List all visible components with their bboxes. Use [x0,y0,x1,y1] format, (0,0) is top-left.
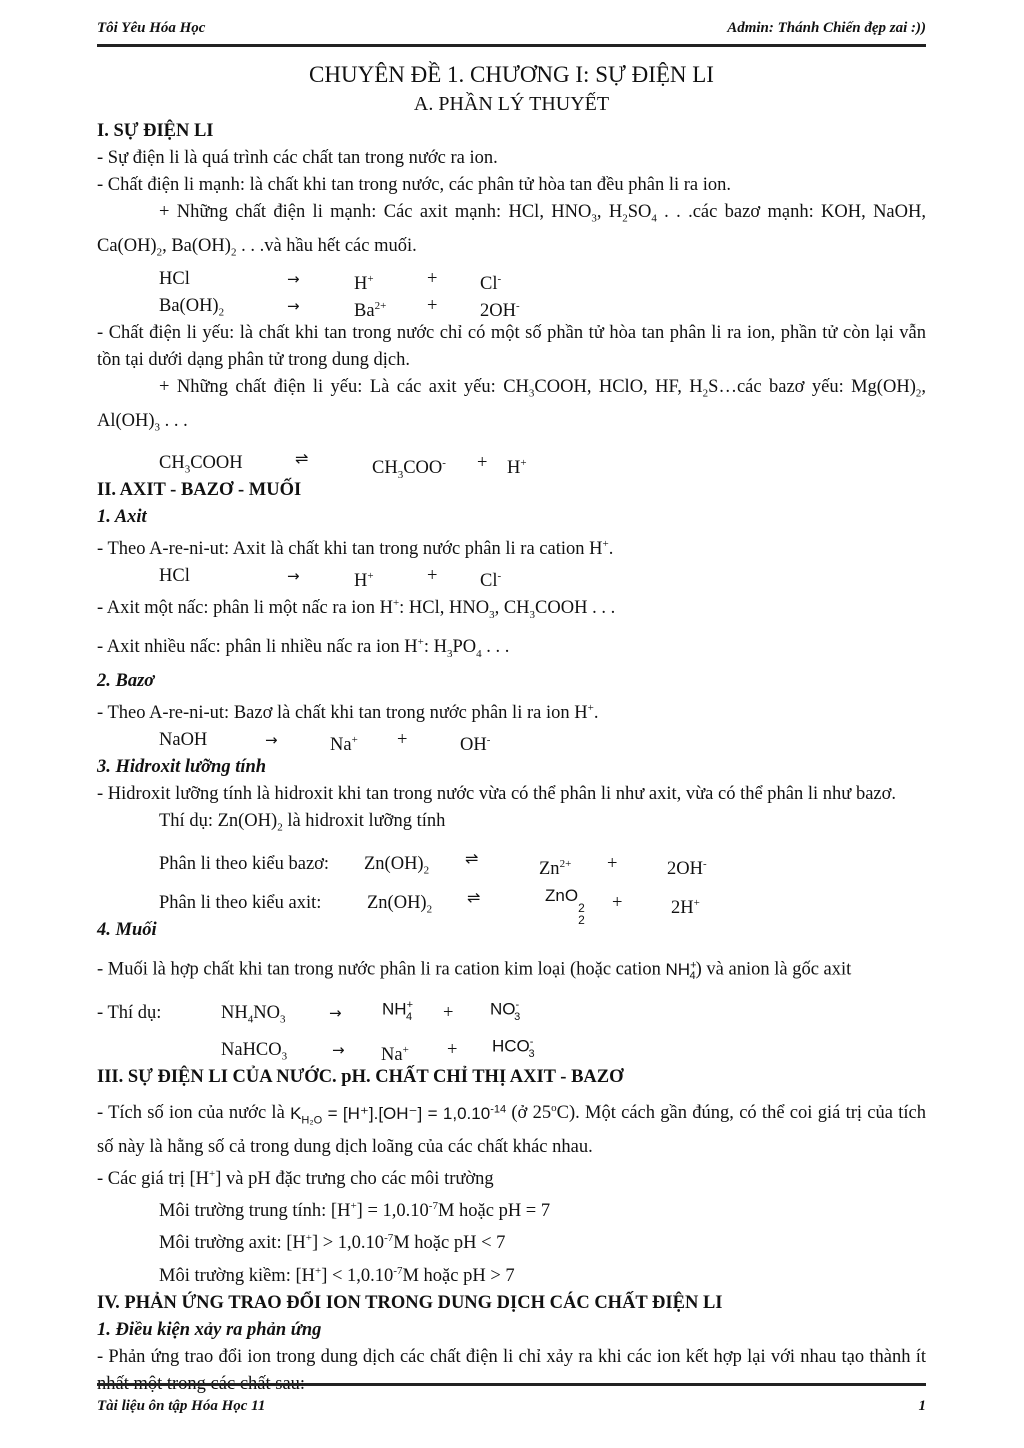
paragraph: + Những chất điện li yếu: Là các axit yếu: $CH_3COOH$, HClO, HF, $H_2S\dots các$ bazơ yếu: $Mg(OH)_2$, $Al(OH)_3$ . . . [97,377,926,434]
paragraph: - Sự điện li là quá trình các chất tan trong nước ra ion. [97,148,498,168]
equation: $Ba(OH)_2$ → $Ba^{2+}$ + 2OH- [159,296,520,322]
paragraph: - Theo A-re-ni-ut: Axit là chất khi tan trong nước phân li ra cation H+. [97,537,614,559]
equation: Phân li theo kiểu axit: $Zn(OH)_2$ ⇌ ZnO 2 2 + 2H+ [159,886,700,928]
doc-subtitle: A. PHẦN LÝ THUYẾT [413,93,610,115]
section-heading: I. SỰ ĐIỆN LI [97,121,214,141]
header-left: Tôi Yêu Hóa Học [97,20,206,36]
subsection-heading: 1. Axit [97,506,147,527]
paragraph: - Các giá trị [H+] và pH đặc trưng cho các môi trường [97,1168,494,1190]
paragraph: Môi trường kiềm: $[H^+] < 1,0.10^{-7}M$ hoặc pH > 7 [159,1264,515,1286]
equation: NaOH → Na+ + OH- [159,729,491,755]
paragraph: - Chất điện li yếu: là chất khi tan trong nước chỉ có một số phần tử hòa tan phân li ra ion, phần tử còn lại vẫn tồn tại dưới dạng phân tử trong dung dịch. [97,323,926,371]
equation: $CH_3COOH$ ⇌ $CH_3COO^-$ + H+ [97,450,926,477]
equation: - Thí dụ: $NH_4NO_3$ → $NH^+_4$ + $NO^-_3$ [97,999,521,1027]
paragraph: Môi trường trung tính: $[H^+] = 1,0.10^{-7}M$ hoặc pH = 7 [159,1200,551,1222]
doc-title: CHUYÊN ĐỀ 1. CHƯƠNG I: SỰ ĐIỆN LI [309,62,714,87]
paragraph: - Theo A-re-ni-ut: Bazơ là chất khi tan trong nước phân li ra ion H+. [97,701,599,723]
equilibrium-arrow-icon: ⇌ [295,448,311,468]
document-body [97,60,926,1398]
paragraph: - Muối là hợp chất khi tan trong nước phân li ra cation kim loại (hoặc cation $NH^+_4$) và anion là gốc axit [97,959,852,983]
paragraph: - Tích số ion của nước là $K_{H_2O} = [H^+].[OH^-] = 1,0.10^{-14}$ (ở 25$^o$C). Một cách gần đúng, có thể coi giá trị của tích số này là hằng số cả trong dung dịch loãng của các chất khác nhau. [97,1102,926,1158]
equilibrium-arrow-icon: ⇌ [465,849,481,869]
paragraph: Thí dụ: $Zn(OH)_2$ là hidroxit lưỡng tính [159,810,446,834]
subsection-heading: 3. Hidroxit lưỡng tính [97,756,267,777]
subsection-heading: 1. Điều kiện xảy ra phản ứng [97,1319,322,1340]
equation: NaHCO$_3$ → Na+ + $HCO^-_3$ [221,1036,535,1066]
subsection-heading: 4. Muối [97,920,157,941]
header-right: Admin: Thánh Chiến đẹp zai :)) [727,20,926,36]
equilibrium-arrow-icon: ⇌ [467,888,483,908]
page-number: 1 [918,1398,926,1414]
section-heading: III. SỰ ĐIỆN LI CỦA NƯỚC. pH. CHẤT CHỈ THỊ AXIT - BAZƠ [97,1067,624,1088]
paragraph: + Những chất điện li mạnh: Các axit mạnh: HCl, $HNO_3$, $H_2SO_4$ . . .các bazơ mạnh: KOH, NaOH, $Ca(OH)_2$, $Ba(OH)_2$ . . .và hầu hết các muối. [97,202,926,259]
header-rule [97,44,926,47]
equation: HCl → H+ + Cl- [159,269,502,295]
equation: Phân li theo kiểu bazơ: $Zn(OH)_2$ ⇌ $Zn^{2+}$ + 2OH- [97,851,926,878]
paragraph: Môi trường axit: $[H^+] > 1,0.10^{-7}M$ hoặc pH < 7 [159,1232,506,1254]
footer-rule [97,1383,926,1386]
page-header [97,20,926,37]
equation: HCl → H+ + Cl- [159,565,502,592]
page-footer [97,1398,926,1415]
section-heading: II. AXIT - BAZƠ - MUỐI [97,479,302,500]
paragraph: - Phản ứng trao đổi ion trong dung dịch các chất điện li chỉ xảy ra khi các ion kết hợp lại với nhau tạo thành ít nhất một trong các chất sau: [97,1346,926,1394]
paragraph: - Axit một nấc: phân li một nấc ra ion H+: HCl, $HNO_3$, $CH_3COOH$ . . . [97,596,616,621]
section-heading: IV. PHẢN ỨNG TRAO ĐỔI ION TRONG DUNG DỊCH CÁC CHẤT ĐIỆN LI [97,1292,723,1313]
paragraph: - Axit nhiều nấc: phân li nhiều nấc ra ion H+: $H_3PO_4$ . . . [97,635,510,660]
paragraph: - Hidroxit lưỡng tính là hidroxit khi tan trong nước vừa có thể phân li như axit, vừa có thể phân li như bazơ. [97,783,897,804]
footer-left: Tài liệu ôn tập Hóa Học 11 [97,1398,266,1414]
subsection-heading: 2. Bazơ [97,670,155,691]
paragraph: - Chất điện li mạnh: là chất khi tan trong nước, các phân tử hòa tan đều phân li ra ion. [97,175,731,195]
